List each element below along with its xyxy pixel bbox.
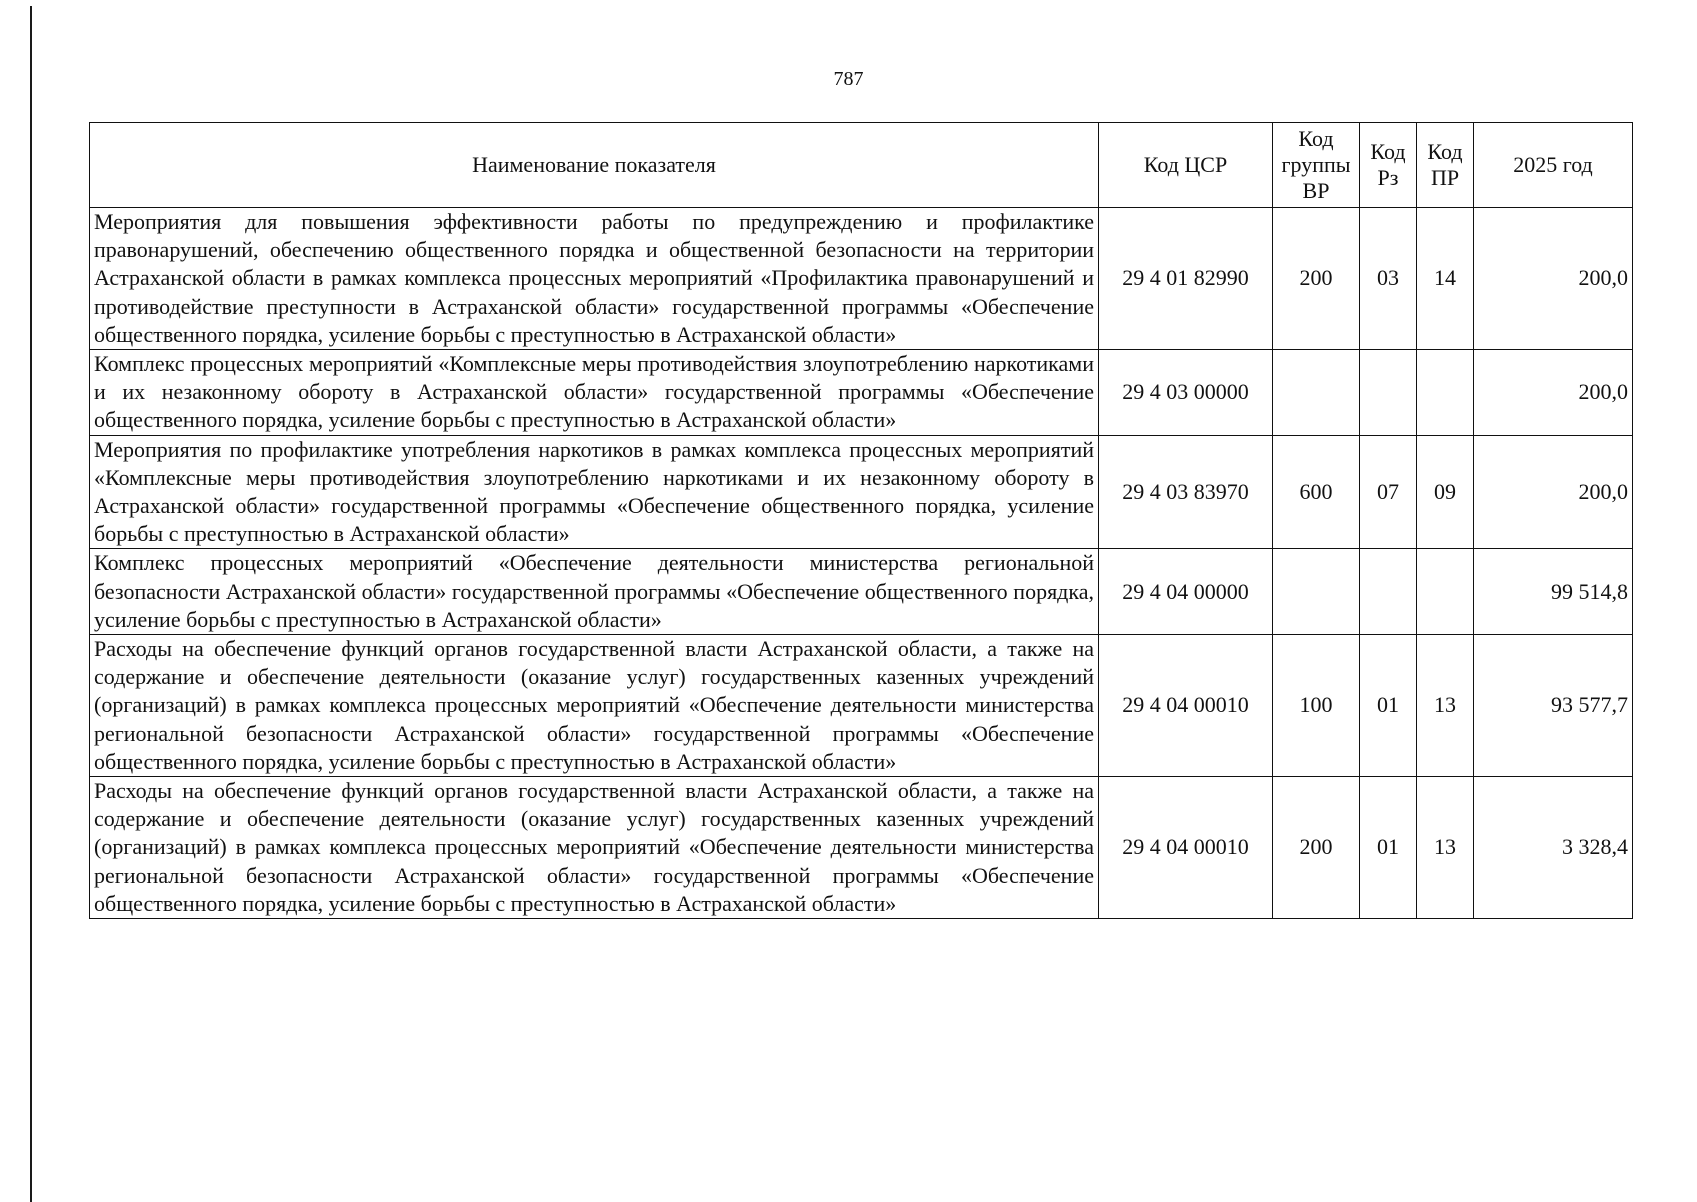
- row-pr-code: [1417, 350, 1474, 436]
- row-pr-code: 13: [1417, 635, 1474, 777]
- header-csr-code: Код ЦСР: [1099, 123, 1273, 208]
- row-rz-code: 01: [1360, 635, 1417, 777]
- row-name: Расходы на обеспечение функций органов государственной власти Астраханской области, а также на содержание и обеспечение деятельности (оказание услуг) государственных казенных учреждений (организаций) в рамках комплекса процессных мероприятий «Обеспечение деятельности министерства региональной безопасности Астраханской области» государственной программы «Обеспечение общественного порядка, усиление борьбы с преступностью в Астраханской области»: [90, 635, 1099, 777]
- row-name: Мероприятия для повышения эффективности работы по предупреждению и профилактике правонарушений, обеспечению общественного порядка и общественной безопасности на территории Астраханской области в рамках комплекса процессных мероприятий «Профилактика правонарушений и противодействие преступности в Астраханской области» государственной программы «Обеспечение общественного порядка, усиление борьбы с преступностью в Астраханской области»: [90, 208, 1099, 350]
- row-vr-code: [1273, 549, 1360, 635]
- row-amount: 3 328,4: [1474, 777, 1633, 919]
- row-name: Расходы на обеспечение функций органов государственной власти Астраханской области, а также на содержание и обеспечение деятельности (оказание услуг) государственных казенных учреждений (организаций) в рамках комплекса процессных мероприятий «Обеспечение деятельности министерства региональной безопасности Астраханской области» государственной программы «Обеспечение общественного порядка, усиление борьбы с преступностью в Астраханской области»: [90, 777, 1099, 919]
- row-csr-code: 29 4 01 82990: [1099, 208, 1273, 350]
- budget-table: [89, 122, 1633, 919]
- row-amount: 93 577,7: [1474, 635, 1633, 777]
- row-vr-code: [1273, 350, 1360, 436]
- row-csr-code: 29 4 04 00010: [1099, 777, 1273, 919]
- header-year: 2025 год: [1474, 123, 1633, 208]
- row-csr-code: 29 4 03 00000: [1099, 350, 1273, 436]
- row-csr-code: 29 4 04 00010: [1099, 635, 1273, 777]
- header-name: Наименование показателя: [90, 123, 1099, 208]
- row-rz-code: [1360, 549, 1417, 635]
- page-number: 787: [833, 68, 864, 90]
- row-vr-code: 200: [1273, 208, 1360, 350]
- row-pr-code: 09: [1417, 435, 1474, 549]
- row-rz-code: 07: [1360, 435, 1417, 549]
- row-csr-code: 29 4 04 00000: [1099, 549, 1273, 635]
- table-row: [90, 208, 1633, 350]
- header-row: [90, 123, 1633, 208]
- row-vr-code: 100: [1273, 635, 1360, 777]
- row-pr-code: 13: [1417, 777, 1474, 919]
- row-pr-code: 14: [1417, 208, 1474, 350]
- page-margin-line: [30, 6, 32, 1202]
- table-row: [90, 435, 1633, 549]
- header-rz-code: Код Рз: [1360, 123, 1417, 208]
- table-row: [90, 549, 1633, 635]
- row-name: Комплекс процессных мероприятий «Комплексные меры противодействия злоупотреблению наркотиками и их незаконному обороту в Астраханской области» государственной программы «Обеспечение общественного порядка, усиление борьбы с преступностью в Астраханской области»: [90, 350, 1099, 436]
- row-name: Мероприятия по профилактике употребления наркотиков в рамках комплекса процессных мероприятий «Комплексные меры противодействия злоупотреблению наркотиками и их незаконному обороту в Астраханской области» государственной программы «Обеспечение общественного порядка, усиление борьбы с преступностью в Астраханской области»: [90, 435, 1099, 549]
- row-rz-code: 03: [1360, 208, 1417, 350]
- row-vr-code: 200: [1273, 777, 1360, 919]
- row-vr-code: 600: [1273, 435, 1360, 549]
- row-pr-code: [1417, 549, 1474, 635]
- row-amount: 200,0: [1474, 350, 1633, 436]
- table-row: [90, 350, 1633, 436]
- table-row: [90, 635, 1633, 777]
- row-amount: 99 514,8: [1474, 549, 1633, 635]
- table-body: [90, 208, 1633, 919]
- table-header: [90, 123, 1633, 208]
- row-amount: 200,0: [1474, 435, 1633, 549]
- header-vr-code: Код группы ВР: [1273, 123, 1360, 208]
- row-rz-code: [1360, 350, 1417, 436]
- row-amount: 200,0: [1474, 208, 1633, 350]
- row-csr-code: 29 4 03 83970: [1099, 435, 1273, 549]
- header-pr-code: Код ПР: [1417, 123, 1474, 208]
- table-row: [90, 777, 1633, 919]
- row-name: Комплекс процессных мероприятий «Обеспечение деятельности министерства региональной безопасности Астраханской области» государственной программы «Обеспечение общественного порядка, усиление борьбы с преступностью в Астраханской области»: [90, 549, 1099, 635]
- row-rz-code: 01: [1360, 777, 1417, 919]
